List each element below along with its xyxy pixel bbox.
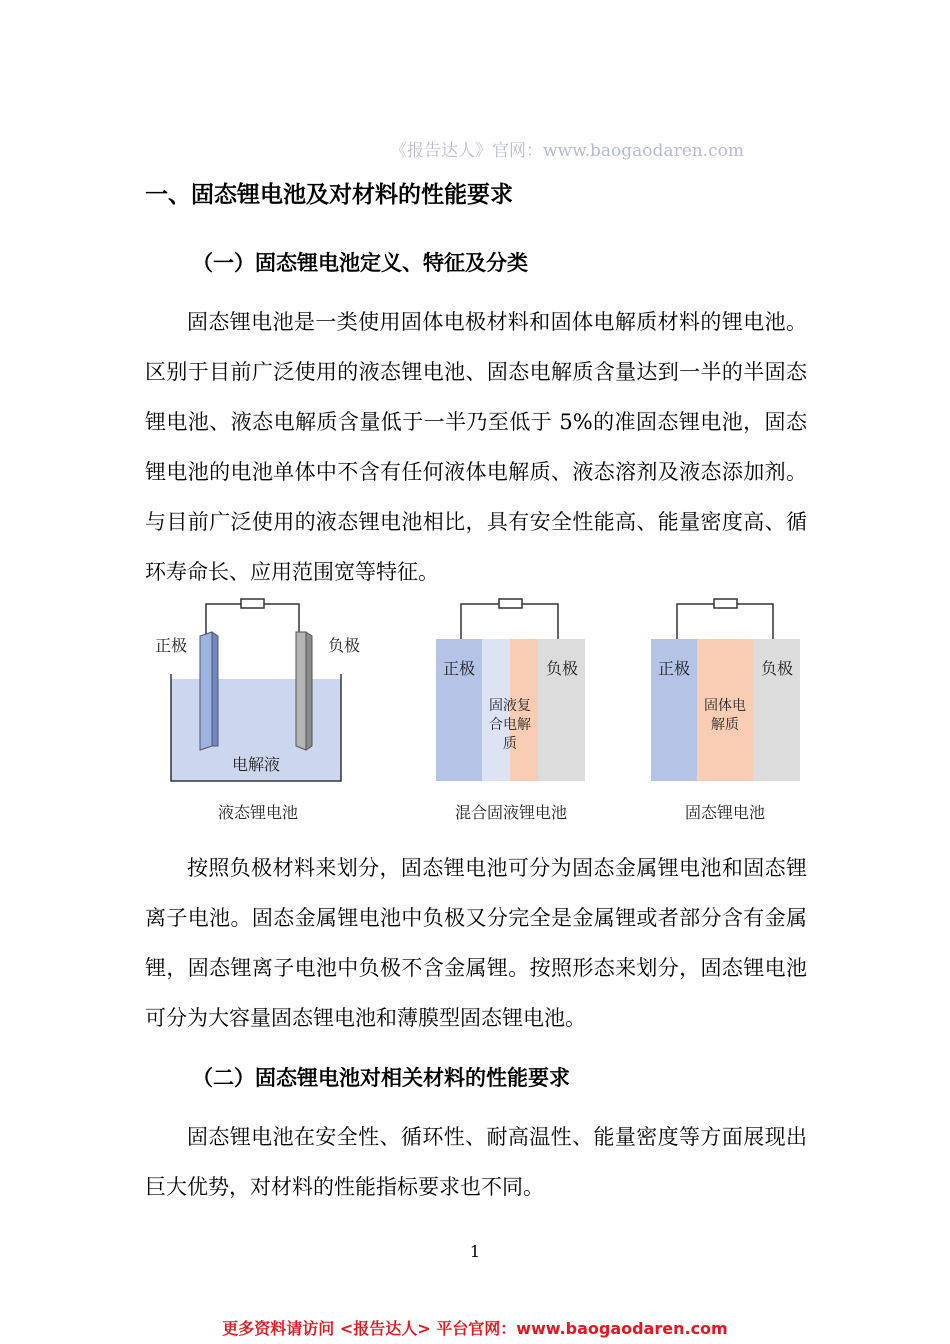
liquid-positive-label: 正极 [155, 636, 188, 655]
liquid-battery-diagram [155, 599, 360, 822]
resistor [241, 599, 264, 608]
negative-electrode-side [306, 632, 312, 750]
paragraph-classification-text: 按照负极材料来划分，固态锂电池可分为固态金属锂电池和固态锂离子电池。固态金属锂电池中负极又分完全是金属锂或者部分含有金属锂，固态锂离子电池中负极不含金属锂。按照形态来划分，固态锂电池可分为大容量固态锂电池和薄膜型固态锂电池。 [145, 856, 807, 1030]
hybrid-wire-left [461, 604, 499, 639]
hybrid-resistor [499, 599, 522, 608]
negative-electrode [296, 632, 306, 750]
solid-electrolyte-label-1: 固体电 [704, 698, 746, 714]
liquid-caption: 液态锂电池 [217, 803, 299, 822]
subsection-title-2: （二）固态锂电池对相关材料的性能要求 [192, 1066, 570, 1090]
solid-resistor [714, 599, 737, 608]
page-number: 1 [469, 1242, 481, 1261]
hybrid-wire-right [522, 604, 558, 639]
positive-electrode [200, 632, 212, 750]
solid-battery-diagram [651, 599, 800, 822]
hybrid-battery-diagram [436, 599, 585, 822]
solid-positive-label: 正极 [657, 659, 691, 678]
wire-left [206, 604, 241, 636]
hybrid-electrolyte-label-3: 质 [503, 736, 517, 752]
solid-caption: 固态锂电池 [684, 803, 766, 822]
wire-right [264, 604, 299, 636]
liquid-electrolyte-label: 电解液 [231, 755, 281, 774]
paragraph-definition-text: 固态锂电池是一类使用固体电极材料和固体电解质材料的锂电池。区别于目前广泛使用的液态锂电池、固态电解质含量达到一半的半固态锂电池、液态电解质含量低于一半乃至低于 5%的准固态锂电池，固态锂电池的电池单体中不含有任何液体电解质、液态溶剂及液态添加剂。与目前广泛使用的液态锂电池相比，具有安全性能高、能量密度高、循环寿命长、应用范围宽等特征。 [145, 310, 807, 584]
hybrid-negative-label: 负极 [545, 659, 579, 678]
paragraph-requirements [145, 1112, 807, 1212]
section-title: 一、固态锂电池及对材料的性能要求 [145, 182, 513, 208]
paragraph-classification [145, 843, 807, 1043]
footer-link[interactable]: 更多资料请访问 <报告达人> 平台官网：www.baogaodaren.com [222, 1319, 728, 1338]
watermark: 《报告达人》官网：www.baogaodaren.com [390, 141, 744, 161]
battery-diagram [140, 596, 820, 836]
battery-comparison-figure [140, 596, 820, 836]
paragraph-requirements-text: 固态锂电池在安全性、循环性、耐高温性、能量密度等方面展现出巨大优势，对材料的性能指标要求也不同。 [145, 1125, 807, 1199]
hybrid-electrolyte-label-2: 合电解 [489, 717, 531, 733]
subsection-title-1: （一）固态锂电池定义、特征及分类 [192, 251, 528, 275]
hybrid-caption: 混合固液锂电池 [454, 803, 568, 822]
hybrid-electrolyte-label-1: 固液复 [489, 698, 531, 714]
hybrid-positive-label: 正极 [442, 659, 476, 678]
liquid-negative-label: 负极 [328, 636, 361, 655]
solid-negative-label: 负极 [760, 659, 794, 678]
solid-wire-right [737, 604, 773, 639]
solid-electrolyte-label-2: 解质 [711, 717, 739, 733]
solid-wire-left [677, 604, 714, 639]
positive-electrode-side [212, 632, 218, 746]
paragraph-definition [145, 297, 807, 597]
